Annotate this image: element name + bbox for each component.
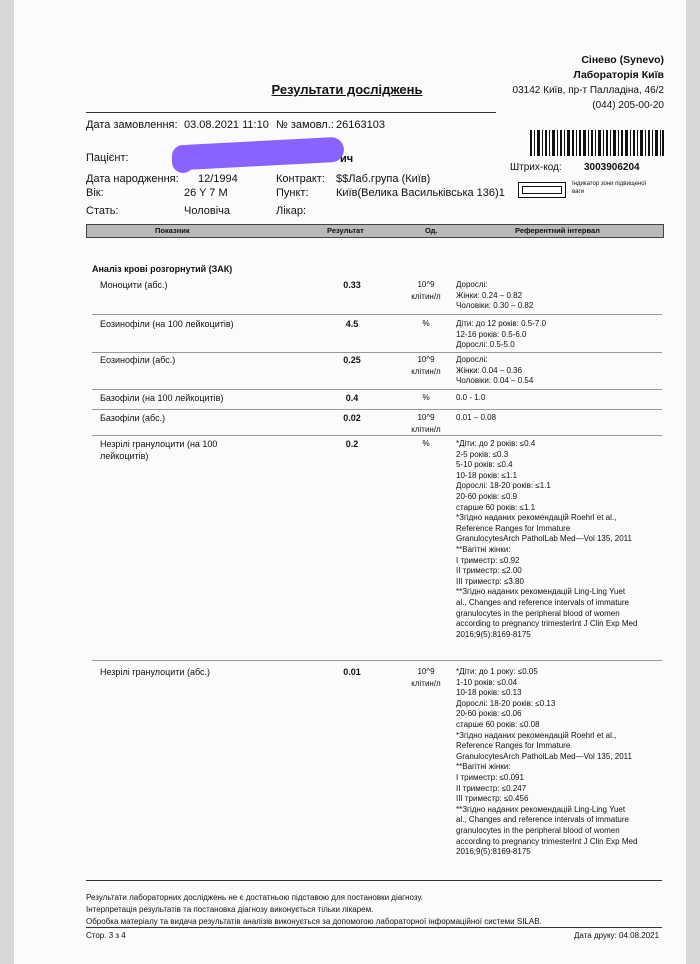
row-separator: [92, 435, 662, 436]
header-divider: [86, 112, 496, 113]
dob-value: 12/1994: [198, 173, 238, 185]
row-2-unit: 10^9 клітин/л: [411, 355, 441, 376]
order-date-label: Дата замовлення:: [86, 119, 178, 131]
col-unit: Од.: [425, 226, 438, 235]
footer-disclaimer-3: Обробка матеріалу та видача результатів аналізів виконується за допомогою лабораторної інформаційної системи SILAB.: [86, 917, 542, 926]
order-date-value: 03.08.2021 11:10: [184, 119, 269, 131]
row-4-name: Базофіли (абс.): [100, 413, 166, 423]
age-value: 26 Y 7 M: [184, 187, 228, 199]
section-title: Аналіз крові розгорнутий (ЗАК): [92, 264, 233, 274]
row-3-unit: %: [422, 393, 430, 402]
row-separator: [92, 389, 662, 390]
doctor-label: Лікар:: [276, 205, 307, 217]
contract-label: Контракт:: [276, 173, 325, 185]
point-label: Пункт:: [276, 187, 309, 199]
row-3-result: 0.4: [345, 393, 359, 403]
row-6-result: 0.01: [343, 667, 361, 677]
row-4-reference: 0.01 – 0.08: [456, 413, 497, 422]
patient-name-tail: ич: [340, 153, 354, 165]
row-3-name: Базофіли (на 100 лейкоцитів): [100, 393, 224, 403]
sex-label: Стать:: [86, 205, 119, 217]
point-value: Київ(Велика Васильківська 136)1: [336, 187, 505, 199]
row-6-reference: *Діти: до 1 року: ≤0.05 1-10 років: ≤0.04 10-18 років: ≤0.13 Дорослі: 18-20 років: ≤0.13 20-60 років: ≤0.06 старше 60 років: ≤0.08 *Згідно наданих рекомендацій Roehrl et al., Reference Ranges for Immature GranulocytesArch PatholLab Med—Vol 135, 2011 **Вагітні жінки: І триместр: ≤0.091 ІІ триместр: ≤0.247 ІІІ триместр: ≤0.456 **Згідно наданих рекомендацій Ling-Ling Yuet al., Changes and reference intervals of immature granulocytes in the peripheral blood of women according to pregnancy trimesterInt J Clin Exp Med 2016;9(5):8169-8175: [456, 667, 638, 857]
barcode-image: [530, 130, 664, 156]
row-separator: [92, 314, 662, 315]
row-5-name: Незрілі гранулоцити (на 100 лейкоцитів): [100, 439, 218, 461]
order-number-label: № замовл.:: [276, 119, 334, 131]
dob-label: Дата народження:: [86, 173, 179, 185]
lab-address: 03142 Київ, пр-т Палладіна, 46/2: [512, 85, 664, 96]
col-indicator: Показник: [155, 226, 190, 235]
row-0-unit: 10^9 клітин/л: [411, 280, 441, 301]
row-1-reference: Діти: до 12 років: 0.5-7.0 12-16 років: 0.5-6.0 Дорослі: 0.5-5.0: [456, 319, 547, 350]
row-0-name: Моноцити (абс.): [100, 280, 168, 290]
row-separator: [92, 409, 662, 410]
col-result: Результат: [327, 226, 364, 235]
row-separator: [92, 352, 662, 353]
lab-name: Сінево (Synevo): [581, 54, 664, 66]
row-5-result: 0.2: [345, 439, 359, 449]
row-4-unit: 10^9 клітин/л: [411, 413, 441, 434]
sex-value: Чоловіча: [184, 205, 231, 217]
redaction-mark: [175, 137, 344, 171]
redaction-mark-end: [172, 145, 194, 173]
row-separator: [92, 660, 662, 661]
col-reference: Референтний інтервал: [515, 226, 600, 235]
footer-bottom-divider: [86, 927, 662, 928]
print-date: Дата друку: 04.08.2021: [574, 931, 660, 940]
row-0-reference: Дорослі: Жінки: 0.24 – 0.82 Чоловіки: 0.30 – 0.82: [456, 280, 534, 311]
lab-branch: Лабораторія Київ: [573, 69, 664, 81]
weight-indicator-text: Індикатор зони підвищеної ваги: [572, 181, 647, 195]
barcode-value: 3003906204: [584, 162, 640, 173]
report-page: [14, 0, 686, 964]
row-6-unit: 10^9 клітин/л: [411, 667, 441, 688]
row-5-reference: *Діти: до 2 років: ≤0.4 2-5 років: ≤0.3 5-10 років: ≤0.4 10-18 років: ≤1.1 Дорослі: 18-20 років: ≤1.1 20-60 років: ≤0.9 старше 60 років: ≤1.1 *Згідно наданих рекомендацій Roehrl et al., Reference Ranges for Immature GranulocytesArch PatholLab Med—Vol 135, 2011 **Вагітні жінки: І триместр: ≤0.92 ІІ триместр: ≤2.00 ІІІ триместр: ≤3.80 **Згідно наданих рекомендацій Ling-Ling Yuet al., Changes and reference intervals of immature granulocytes in the peripheral blood of women according to pregnancy trimesterInt J Clin Exp Med 2016;9(5):8169-8175: [456, 439, 638, 639]
row-4-result: 0.02: [343, 413, 361, 423]
row-5-unit: %: [422, 439, 430, 448]
lab-phone: (044) 205-00-20: [592, 100, 664, 111]
row-2-reference: Дорослі: Жінки: 0.04 – 0.36 Чоловіки: 0.04 – 0.54: [456, 355, 534, 386]
contract-value: $$Лаб.група (Київ): [336, 173, 431, 185]
table-header: [86, 224, 664, 238]
footer-divider: [86, 880, 662, 881]
row-3-reference: 0.0 - 1.0: [456, 393, 486, 402]
patient-label: Пацієнт:: [86, 152, 129, 164]
row-1-unit: %: [422, 319, 430, 328]
row-2-name: Еозинофіли (абс.): [100, 355, 176, 365]
page-number: Стор. 3 з 4: [86, 931, 126, 940]
row-1-result: 4.5: [345, 319, 359, 329]
row-2-result: 0.25: [343, 355, 361, 365]
footer-disclaimer-2: Інтерпретація результатів та постановка діагнозу виконується тільки лікарем.: [86, 905, 374, 914]
order-number-value: 26163103: [336, 119, 385, 131]
row-6-name: Незрілі гранулоцити (абс.): [100, 667, 210, 677]
row-0-result: 0.33: [343, 280, 361, 290]
age-label: Вік:: [86, 187, 104, 199]
weight-indicator-box: [518, 182, 566, 198]
barcode-label: Штрих-код:: [510, 162, 562, 173]
page-title: Результати досліджень: [271, 82, 423, 97]
footer-disclaimer-1: Результати лабораторних досліджень не є достатньою підставою для постановки діагнозу.: [86, 893, 423, 902]
row-1-name: Еозинофіли (на 100 лейкоцитів): [100, 319, 234, 329]
